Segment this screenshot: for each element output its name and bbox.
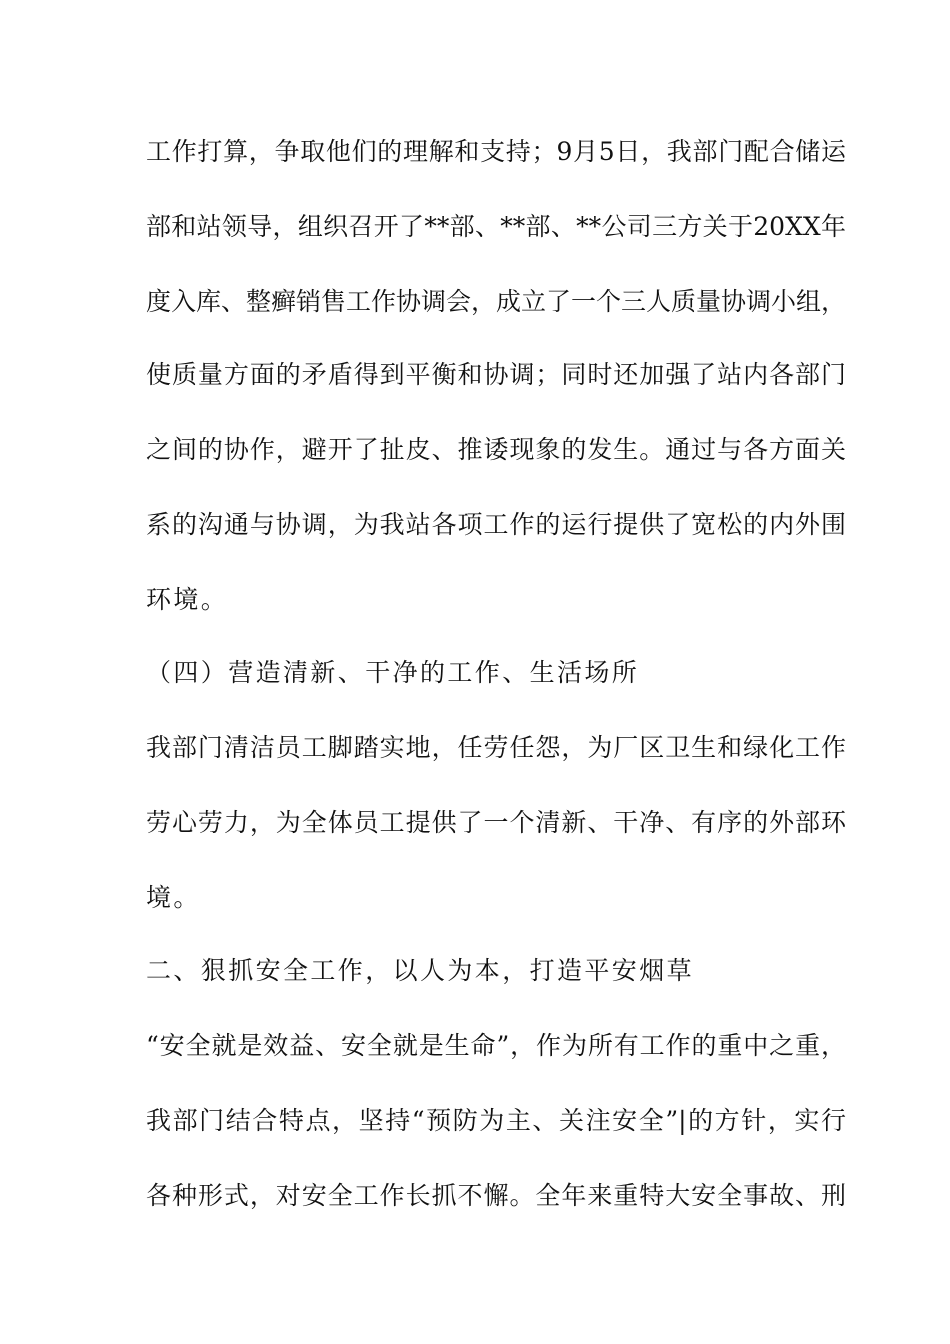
paragraph-line: 境。 xyxy=(146,883,201,912)
section-heading: 二、狠抓安全工作，以人为本，打造平安烟草 xyxy=(146,956,695,985)
paragraph-line: 劳心劳力，为全体员工提供了一个清新、干净、有序的外部环 xyxy=(146,808,846,837)
paragraph-line: “安全就是效益、安全就是生命”，作为所有工作的重中之重， xyxy=(146,1031,846,1060)
section-heading: （四）营造清新、干净的工作、生活场所 xyxy=(146,658,640,687)
paragraph-line: 环境。 xyxy=(146,585,229,614)
paragraph-line: 工作打算，争取他们的理解和支持；9月5日，我部门配合储运 xyxy=(146,137,846,166)
paragraph-line: 之间的协作，避开了扯皮、推诿现象的发生。通过与各方面关 xyxy=(146,435,846,464)
paragraph-line: 使质量方面的矛盾得到平衡和协调；同时还加强了站内各部门 xyxy=(146,360,846,389)
paragraph-line: 各种形式，对安全工作长抓不懈。全年来重特大安全事故、刑 xyxy=(146,1181,846,1210)
paragraph-line: 度入库、整癣销售工作协调会，成立了一个三人质量协调小组， xyxy=(146,287,847,316)
paragraph-line: 系的沟通与协调，为我站各项工作的运行提供了宽松的内外围 xyxy=(146,510,846,539)
paragraph-line: 我部门清洁员工脚踏实地，任劳任怨，为厂区卫生和绿化工作 xyxy=(146,733,846,762)
paragraph-line: 我部门结合特点，坚持“预防为主、关注安全”|的方针，实行 xyxy=(146,1106,846,1135)
paragraph-line: 部和站领导，组织召开了**部、**部、**公司三方关于20XX年 xyxy=(146,212,846,241)
